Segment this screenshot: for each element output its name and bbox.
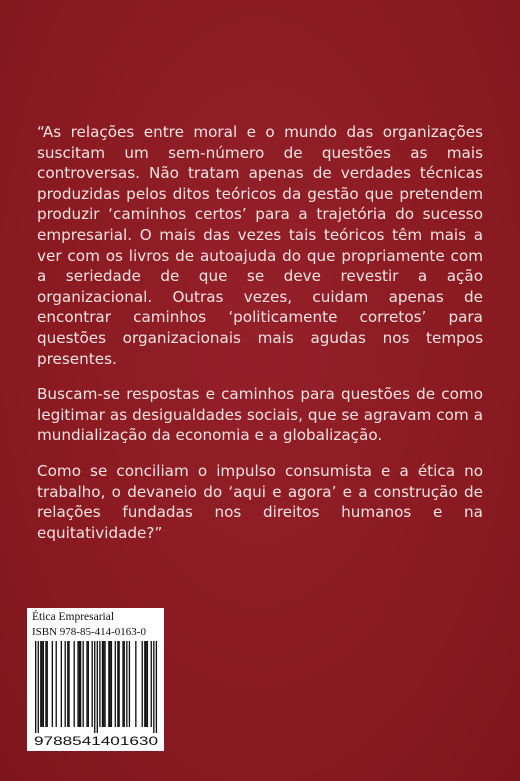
barcode-bar: [135, 641, 136, 727]
barcode-bar: [129, 641, 130, 727]
barcode-bar: [142, 641, 143, 727]
barcode-bar: [145, 641, 146, 727]
barcode-bar: [74, 641, 75, 727]
blurb-paragraph-3: Como se conciliam o impulso consumista e a ética no trabalho, o devaneio do ‘aqui e agora’ e a construção de relações fundadas nos direitos humanos e na equitatividade?”: [37, 461, 483, 542]
barcode-bar: [94, 641, 95, 733]
blurb-text: [37, 122, 483, 558]
barcode-bar: [38, 641, 39, 733]
barcode-bar: [65, 641, 66, 727]
blurb-paragraph-2: Buscam-se respostas e caminhos para questões de como legitimar as desigualdades sociais, que se agravam com a mundialização da economia e a globalização.: [37, 385, 483, 445]
barcode-bar: [68, 641, 69, 727]
barcode-label: [27, 608, 164, 751]
barcode-bar: [80, 641, 81, 727]
barcode-bar: [111, 641, 112, 727]
barcode-bar: [41, 641, 42, 727]
barcode-bar: [92, 641, 93, 727]
barcode-bar: [115, 641, 116, 727]
barcode-bar: [102, 641, 103, 727]
barcode-bar: [151, 641, 152, 727]
barcode-bar: [47, 641, 48, 727]
barcode-bar: [79, 641, 80, 727]
barcode-bar: [43, 641, 44, 727]
barcode-bar: [67, 641, 68, 727]
barcode-bar: [109, 641, 110, 727]
barcode-bar: [124, 641, 125, 727]
barcode-bar: [117, 641, 118, 727]
barcode-bar: [108, 641, 109, 727]
barcode-bar: [61, 641, 62, 727]
barcode-bar: [99, 641, 100, 727]
barcode-bar: [45, 641, 46, 727]
barcode-bar: [144, 641, 145, 727]
barcode-bar: [97, 641, 98, 733]
barcode-bar: [88, 641, 89, 727]
barcode-bar: [153, 641, 154, 733]
barcode-bar: [83, 641, 84, 727]
barcode-isbn: ISBN 978-85-414-0163-0: [32, 626, 146, 638]
barcode-bar: [147, 641, 148, 727]
barcode-bar: [56, 641, 57, 727]
barcode-bars: [35, 641, 157, 733]
barcode-bar: [156, 641, 157, 733]
barcode-bar: [86, 641, 87, 727]
barcode-book-title: Ética Empresarial: [32, 611, 115, 623]
barcode-digits: 9788541401630: [34, 734, 159, 748]
barcode-graphic: [31, 639, 161, 749]
barcode-bar: [104, 641, 105, 727]
barcode-bar: [35, 641, 36, 733]
barcode-bar: [77, 641, 78, 727]
barcode-bar: [126, 641, 127, 727]
barcode-bar: [122, 641, 123, 727]
barcode-bar: [103, 641, 104, 727]
barcode-bar: [52, 641, 53, 727]
barcode-bar: [118, 641, 119, 727]
blurb-paragraph-1: “As relações entre moral e o mundo das organizações suscitam um sem-número de questões as mais controversas. Não tratam apenas de verdades técnicas produzidas pelos ditos teóricos da gestão que pretendem produzir ‘caminhos certos’ para a trajetória do sucesso empresarial. O mais das vezes tais teóricos têm mais a ver com os livros de autoajuda do que propriamente com a seriedade de que se deve revestir a ação organizacional. Outras vezes, cuidam apenas de encontrar caminhos ‘politicamente corretos’ para questões organizacionais mais agudas nos tempos presentes.: [37, 123, 483, 368]
barcode-bar: [40, 641, 41, 727]
